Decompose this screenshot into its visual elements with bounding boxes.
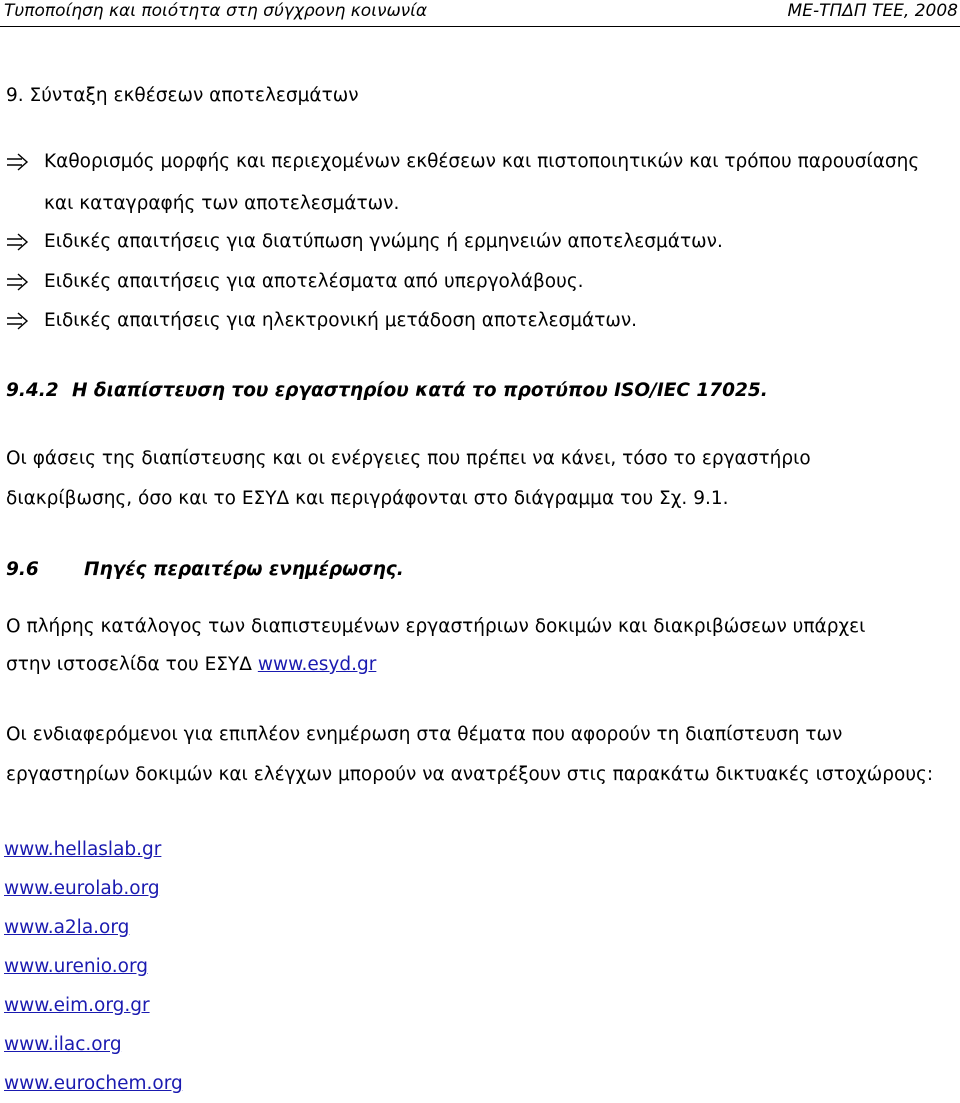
paragraph-accreditation-line1: Οι φάσεις της διαπίστευσης και οι ενέργειες που πρέπει να κάνει, τόσο το εργαστήριο: [6, 448, 811, 469]
bullet-text: Καθορισμός μορφής και περιεχομένων εκθέσεων και πιστοποιητικών και τρόπου παρουσίασης: [44, 151, 920, 172]
double-arrow-icon: [6, 309, 30, 333]
double-arrow-icon: [6, 270, 30, 294]
paragraph-catalog-line1: Ο πλήρης κατάλογος των διαπιστευμένων εργαστήριων δοκιμών και διακριβώσεων υπάρχει: [6, 616, 866, 637]
paragraph-catalog-line2: [6, 653, 376, 677]
header-right-title: ΜΕ-ΤΠΔΠ ΤΕΕ, 2008: [787, 1, 958, 21]
links-list: [4, 830, 183, 1103]
subsection-title: Πηγές περαιτέρω ενημέρωσης.: [84, 559, 404, 580]
section-title: 9. Σύνταξη εκθέσεων αποτελεσμάτων: [6, 85, 359, 106]
esyd-link[interactable]: www.esyd.gr: [257, 654, 377, 675]
bullet-text: Ειδικές απαιτήσεις για διατύπωση γνώμης ή ερμηνειών αποτελεσμάτων.: [44, 231, 723, 252]
link-urenio[interactable]: www.urenio.org: [4, 956, 148, 977]
subsection-number: 9.6: [6, 559, 39, 580]
paragraph-interested-line2: εργαστηρίων δοκιμών και ελέγχων μπορούν να ανατρέξουν στις παρακάτω δικτυακές ιστοχώρους:: [6, 764, 934, 785]
link-a2la[interactable]: www.a2la.org: [4, 917, 130, 938]
double-arrow-icon: [6, 150, 30, 174]
paragraph-interested-line1: Οι ενδιαφερόμενοι για επιπλέον ενημέρωση στα θέματα που αφορούν τη διαπίστευση των: [6, 724, 843, 745]
subsection-title: Η διαπίστευση του εργαστηρίου κατά το προτύπου ISO/IEC 17025.: [72, 380, 768, 401]
link-eurochem[interactable]: www.eurochem.org: [4, 1073, 183, 1094]
paragraph-accreditation-line2: διακρίβωσης, όσο και το ΕΣΥΔ και περιγράφονται στο διάγραμμα του Σχ. 9.1.: [6, 488, 729, 509]
link-hellaslab[interactable]: www.hellaslab.gr: [4, 839, 162, 860]
double-arrow-icon: [6, 230, 30, 254]
link-eurolab[interactable]: www.eurolab.org: [4, 878, 160, 899]
link-ilac[interactable]: www.ilac.org: [4, 1034, 122, 1055]
bullet-item-1-continuation: και καταγραφής των αποτελεσμάτων.: [44, 193, 400, 214]
paragraph-catalog-prefix: στην ιστοσελίδα του ΕΣΥΔ: [6, 654, 258, 675]
page-header: [0, 0, 960, 27]
subsection-number: 9.4.2: [6, 380, 59, 401]
bullet-text: Ειδικές απαιτήσεις για αποτελέσματα από υπεργολάβους.: [44, 271, 584, 292]
bullet-text: Ειδικές απαιτήσεις για ηλεκτρονική μετάδοση αποτελεσμάτων.: [44, 310, 638, 331]
header-left-title: Τυποποίηση και ποιότητα στη σύγχρονη κοινωνία: [4, 1, 428, 21]
link-eim[interactable]: www.eim.org.gr: [4, 995, 150, 1016]
